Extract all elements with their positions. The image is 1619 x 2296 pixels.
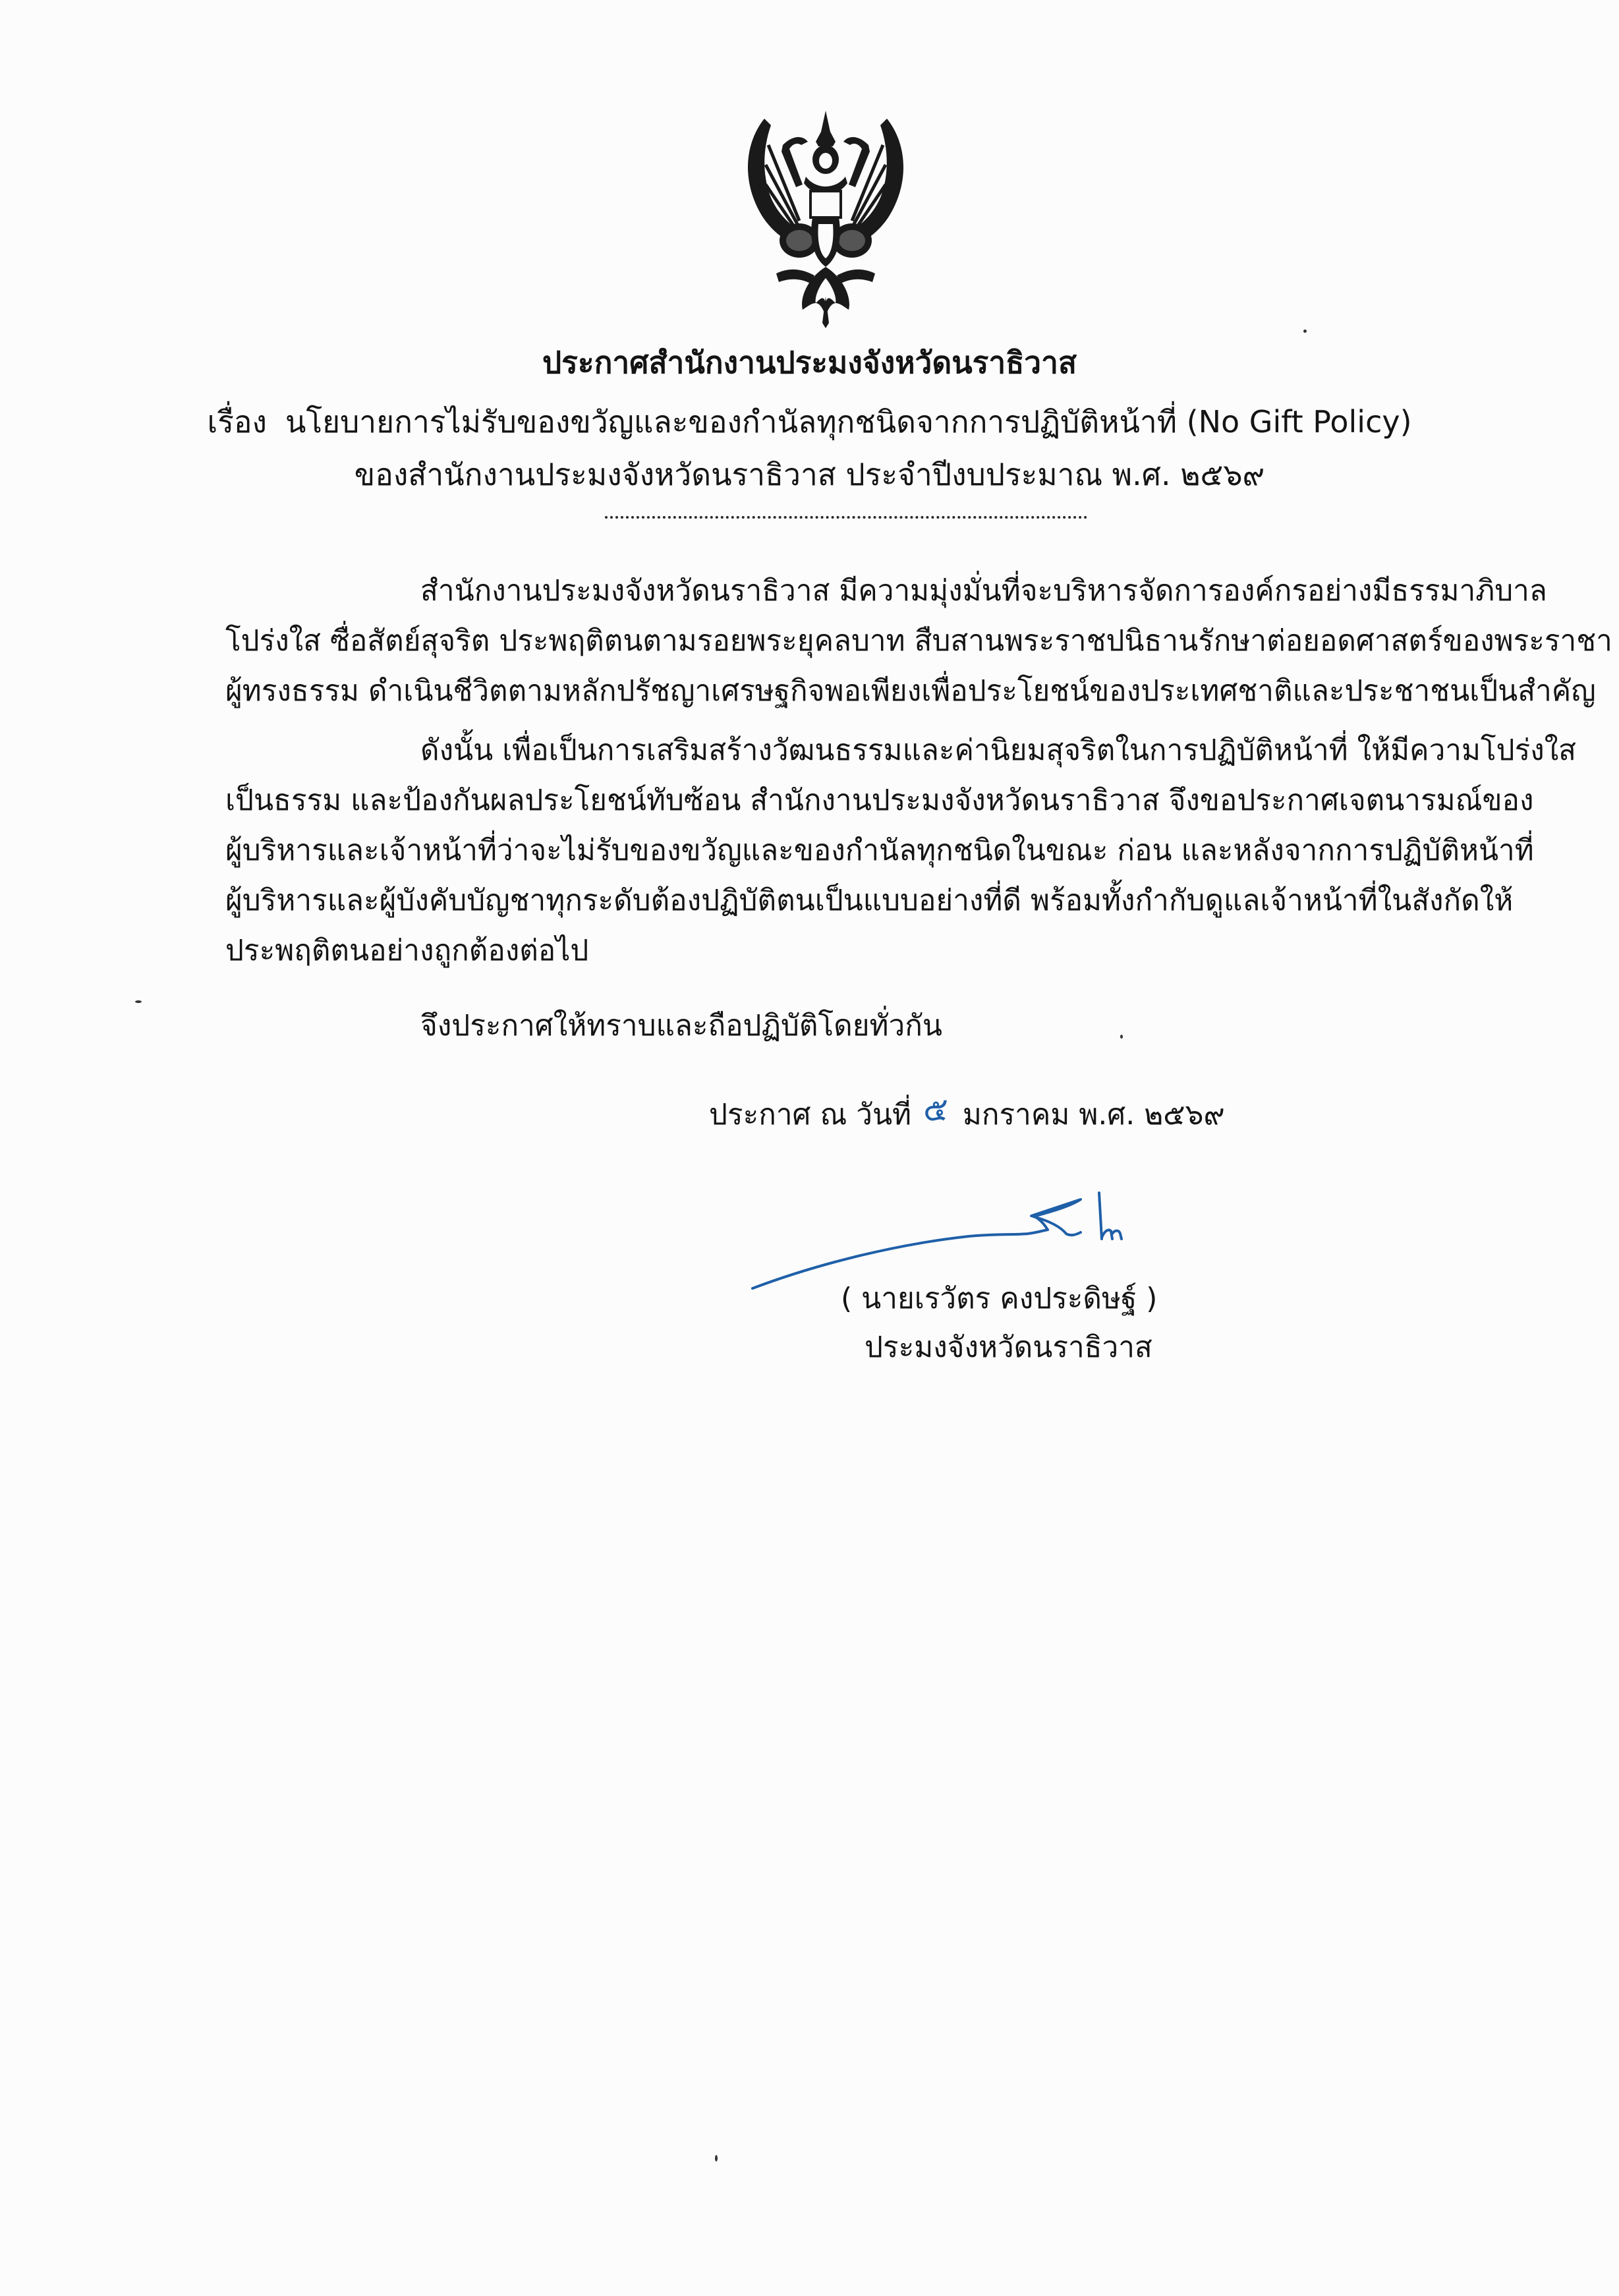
paragraph2-line1: ดังนั้น เพื่อเป็นการเสริมสร้างวัฒนธรรมและค่านิยมสุจริตในการปฏิบัติหน้าที่ ให้มีความโปร่งใส	[420, 733, 1577, 767]
scan-speck	[135, 1000, 142, 1003]
date-prefix: ประกาศ ณ วันที่	[709, 1098, 912, 1132]
garuda-emblem-icon	[737, 105, 915, 330]
scan-speck	[1120, 1035, 1123, 1039]
date-day-handwritten: ๕	[923, 1090, 948, 1128]
paragraph2-line5: ประพฤติตนอย่างถูกต้องต่อไป	[225, 934, 589, 967]
scan-speck	[1303, 330, 1307, 333]
date-month-year: มกราคม พ.ศ. ๒๕๖๙	[962, 1098, 1225, 1132]
announcement-subject	[0, 402, 1619, 442]
announcement-title: ประกาศสำนักงานประมงจังหวัดนราธิวาส	[542, 345, 1077, 380]
paragraph1-line3: ผู้ทรงธรรม ดำเนินชีวิตตามหลักปรัชญาเศรษฐกิจพอเพียงเพื่อประโยชน์ของประเทศชาติและประชาชนเป็นสำคัญ	[225, 674, 1596, 708]
subject-text: นโยบายการไม่รับของขวัญและของกำนัลทุกชนิดจากการปฏิบัติหน้าที่	[285, 404, 1178, 440]
scan-speck	[715, 2155, 718, 2162]
signatory-position: ประมงจังหวัดนราธิวาส	[865, 1331, 1152, 1364]
paragraph1-line1: สำนักงานประมงจังหวัดนราธิวาส มีความมุ่งมั่นที่จะบริหารจัดการองค์กรอย่างมีธรรมาภิบาล	[420, 574, 1547, 608]
paragraph2-line4: ผู้บริหารและผู้บังคับบัญชาทุกระดับต้องปฏิบัติตนเป็นแบบอย่างที่ดี พร้อมทั้งกำกับดูแลเจ้าหน้าที่ในสังกัดให้	[225, 884, 1514, 917]
fiscal-year-line: ของสำนักงานประมงจังหวัดนราธิวาส ประจำปีงบประมาณ พ.ศ. ๒๕๖๙	[354, 457, 1265, 492]
subject-english: (No Gift Policy)	[1186, 404, 1412, 440]
signatory-name: ( นายเรวัตร คงประดิษฐ์ )	[841, 1282, 1158, 1315]
paragraph2-line2: เป็นธรรม และป้องกันผลประโยชน์ทับซ้อน สำนักงานประมงจังหวัดนราธิวาส จึงขอประกาศเจตนารมณ์ของ	[225, 784, 1534, 817]
subject-label: เรื่อง	[207, 404, 267, 440]
dotted-divider	[605, 516, 1087, 519]
announcement-date	[709, 1090, 1225, 1134]
closing-statement: จึงประกาศให้ทราบและถือปฏิบัติโดยทั่วกัน	[420, 1009, 942, 1043]
paragraph2-line3: ผู้บริหารและเจ้าหน้าที่ว่าจะไม่รับของขวัญและของกำนัลทุกชนิดในขณะ ก่อน และหลังจากการปฏิบัติหน้าที่	[225, 834, 1534, 867]
paragraph1-line2: โปร่งใส ซื่อสัตย์สุจริต ประพฤติตนตามรอยพระยุคลบาท สืบสานพระราชปนิธานรักษาต่อยอดศาสตร์ของพระราชา	[225, 624, 1612, 658]
